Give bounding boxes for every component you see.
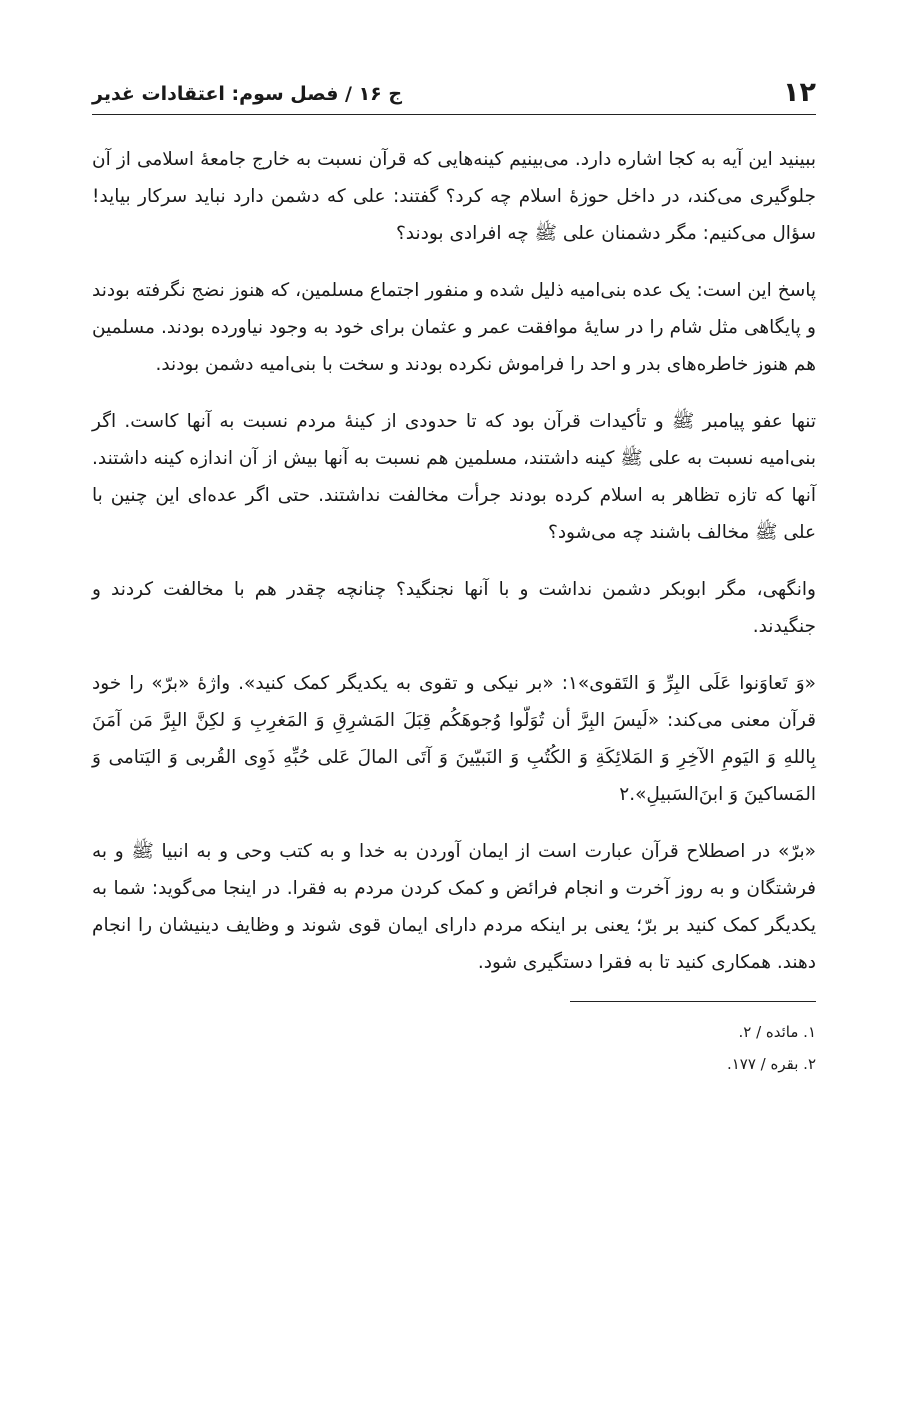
paragraph: «برّ» در اصطلاح قرآن عبارت است از ایمان آوردن به خدا و به کتب وحی و به انبیا ﷺ و به فرشتگان و به روز آخرت و انجام فرائض و کمک کردن مردم به فقرا. در اینجا می‌گوید: شما به یکدیگر کمک کنید بر برّ؛ یعنی بر اینکه مردم دارای ایمان قوی شوند و وظایف دینیشان را انجام دهند. همکاری کنید تا به فقرا دستگیری شود.: [92, 841, 816, 973]
footnote: ۱. مائده / ۲.: [738, 1023, 816, 1041]
paragraph: «وَ تَعاوَنوا عَلَی البِرِّ وَ التَقوی»۱: «بر نیکی و تقوی به یکدیگر کمک کنید». واژهٔ «برّ» را خود قرآن معنی می‌کند: «لَیسَ البِرَّ أن تُوَلّوا وُجوهَکُم قِبَلَ المَشرِقِ وَ المَغرِبِ وَ لکِنَّ البِرَّ مَن آمَنَ بِاللهِ وَ الیَومِ الآخِرِ وَ المَلائِکَةِ وَ الکُتُبِ وَ النَبیّینَ وَ آتَی المالَ عَلی حُبِّهِ ذَوِی القُربی وَ الیَتامی وَ المَساکینَ وَ ابنَ‌السَبیلِ».۲: [92, 673, 816, 805]
paragraph: پاسخ این است: یک عده بنی‌امیه ذلیل شده و منفور اجتماع مسلمین، که هنوز نضج نگرفته بودند و پایگاهی مثل شام را در سایهٔ موافقت عمر و عثمان برای خود به وجود نیاورده بودند. مسلمین هم هنوز خاطره‌های بدر و احد را فراموش نکرده بودند و سخت با بنی‌امیه دشمن بودند.: [92, 280, 816, 375]
paragraph: ببینید این آیه به کجا اشاره دارد. می‌بینیم کینه‌هایی که قرآن نسبت به خارج جامعهٔ اسلامی از آن جلوگیری می‌کند، در داخل حوزهٔ اسلام چه کرد؟ گفتند: علی که دشمن دارد نباید سرکار بیاید! سؤال می‌کنیم: مگر دشمنان علی ﷺ چه افرادی بودند؟: [92, 149, 816, 244]
book-page: [92, 60, 816, 1080]
page-header: [92, 60, 816, 115]
body-text: [92, 141, 816, 981]
running-head: ج ۱۶ / فصل سوم: اعتقادات غدیر: [92, 83, 403, 105]
footnote: ۲. بقره / ۱۷۷.: [726, 1055, 816, 1073]
paragraph: تنها عفو پیامبر ﷺ و تأکیدات قرآن بود که تا حدودی از کینهٔ مردم نسبت به آنها کاست. اگر بنی‌امیه نسبت به علی ﷺ کینه داشتند، مسلمین هم نسبت به آنها بیش از آن اندازه کینه داشتند. آنها که تازه تظاهر به اسلام کرده بودند جرأت مخالفت نداشتند. حتی اگر عده‌ای این چنین با علی ﷺ مخالف باشند چه می‌شود؟: [92, 411, 816, 543]
footnote-divider: [570, 1001, 816, 1002]
footnotes: [92, 1016, 816, 1080]
paragraph: وانگهی، مگر ابوبکر دشمن نداشت و با آنها نجنگید؟ چنانچه چقدر هم با مخالفت کردند و جنگیدند.: [92, 579, 816, 637]
page-number: ۱۲: [783, 77, 816, 108]
